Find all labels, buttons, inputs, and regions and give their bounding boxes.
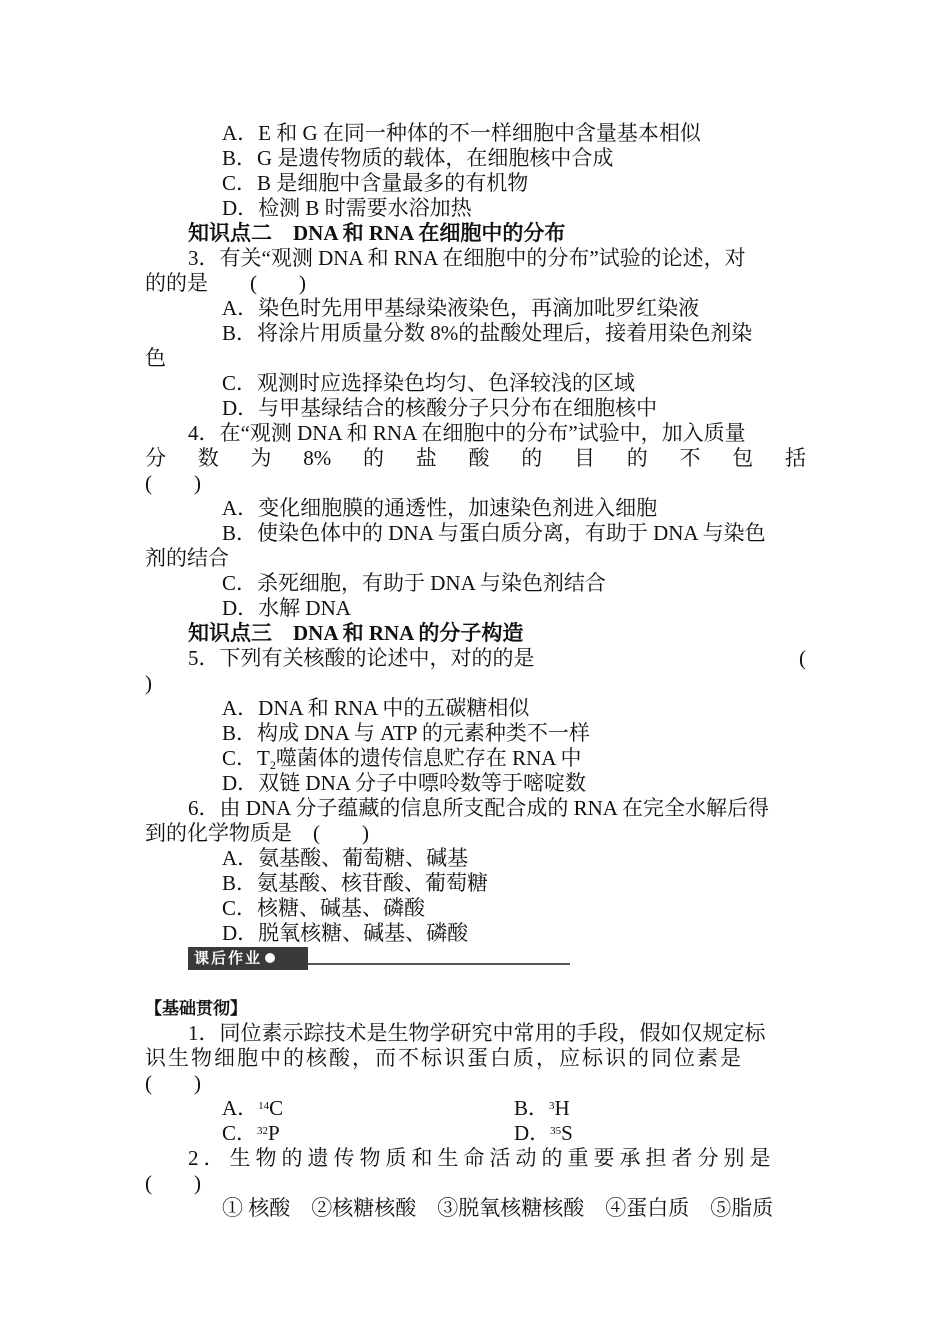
q4-word: 的 — [521, 446, 543, 470]
isotope-mass: 3 — [549, 1100, 555, 1112]
p1-stem-line2: 识生物细胞中的核酸，而不标识蛋白质，应标识的同位素是 — [145, 1046, 743, 1070]
q4-word: 包 — [732, 446, 754, 470]
q2-option-a: A．E 和 G 在同一种体的不一样细胞中含量基本相似 — [222, 121, 701, 145]
option-prefix: D． — [514, 1121, 551, 1145]
p2-options: ① 核酸 ②核糖核酸 ③脱氧核糖核酸 ④蛋白质 ⑤脂质 — [222, 1196, 774, 1220]
isotope-element: C — [269, 1096, 284, 1120]
isotope-element: S — [561, 1121, 573, 1145]
banner-rule — [308, 963, 570, 965]
p1-options-row2 — [145, 1121, 806, 1146]
q6-stem-line2: 到的化学物质是 ( ) — [145, 821, 369, 845]
q5-stem-line1 — [145, 646, 806, 671]
q6-stem-line1: 6．由 DNA 分子蕴藏的信息所支配合成的 RNA 在完全水解后得 — [188, 796, 770, 820]
q4-option-b-line1: B．使染色体中的 DNA 与蛋白质分离，有助于 DNA 与染色 — [222, 521, 766, 545]
option-prefix: A． — [222, 1096, 259, 1120]
q6-option-b: B．氨基酸、核苷酸、葡萄糖 — [222, 871, 489, 895]
q5-stem-text: 5．下列有关核酸的论述中，对的的是 — [188, 646, 535, 670]
q2-option-b: B．G 是遗传物质的载体，在细胞核中合成 — [222, 146, 614, 170]
q5-option-d: D．双链 DNA 分子中嘌呤数等于嘧啶数 — [222, 771, 587, 795]
q2-option-c: C．B 是细胞中含量最多的有机物 — [222, 171, 529, 195]
q6-option-c: C．核糖、碱基、磷酸 — [222, 896, 426, 920]
homework-banner-label: 课后作业 — [194, 949, 263, 967]
q5-option-c — [145, 746, 806, 771]
q3-option-c: C．观测时应选择染色均匀、色泽较浅的区域 — [222, 371, 636, 395]
q3-option-b-line1: B．将涂片用质量分数 8%的盐酸处理后，接着用染色剂染 — [222, 321, 753, 345]
q4-word: 8% — [303, 446, 332, 470]
q5-option-c-prefix: C．T — [222, 746, 270, 770]
isotope-mass: 35 — [550, 1125, 562, 1137]
q4-option-a: A．变化细胞膜的通透性，加速染色剂进入细胞 — [222, 496, 658, 520]
isotope-mass: 14 — [258, 1100, 270, 1112]
p2-stem-line1: 2．生物的遗传物质和生命活动的重要承担者分别是 — [188, 1146, 776, 1170]
q5-option-c-text: 噬菌体的遗传信息贮存在 RNA 中 — [275, 746, 582, 770]
q5-option-a: A．DNA 和 RNA 中的五碳糖相似 — [222, 696, 530, 720]
q4-option-d: D．水解 DNA — [222, 596, 351, 620]
p1-option-c — [222, 1121, 514, 1146]
q2-option-d: D．检测 B 时需要水浴加热 — [222, 196, 472, 220]
p1-option-d — [514, 1121, 806, 1146]
q5-option-b: B．构成 DNA 与 ATP 的元素种类不一样 — [222, 721, 590, 745]
q4-word: 的 — [626, 446, 648, 470]
q4-word: 盐 — [415, 446, 437, 470]
q4-word: 目 — [574, 446, 595, 470]
q4-word: 分 — [145, 446, 166, 470]
q5-stem-line2: ) — [145, 671, 152, 695]
p1-option-b — [514, 1096, 806, 1121]
q4-option-c: C．杀死细胞，有助于 DNA 与染色剂结合 — [222, 571, 606, 595]
q3-option-d: D．与甲基绿结合的核酸分子只分布在细胞核中 — [222, 396, 658, 420]
q4-stem-line1: 4．在“观测 DNA 和 RNA 在细胞中的分布”试验中，加入质量 — [188, 421, 746, 445]
isotope-element: P — [268, 1121, 280, 1145]
bullet-dot-icon — [265, 953, 275, 963]
q4-word: 酸 — [468, 446, 490, 470]
spacer — [145, 971, 806, 996]
section-heading-3: 知识点三 DNA 和 RNA 的分子构造 — [188, 621, 524, 645]
q5-open-paren: ( — [799, 646, 806, 670]
q4-word: 括 — [785, 446, 806, 470]
q4-stem-line2 — [145, 446, 806, 471]
option-prefix: B． — [514, 1096, 550, 1120]
q4-option-b-line2: 剂的结合 — [145, 546, 229, 570]
basic-section-label: 【基础贯彻】 — [145, 999, 247, 1018]
q6-option-a: A．氨基酸、葡萄糖、碱基 — [222, 846, 469, 870]
section-heading-2: 知识点二 DNA 和 RNA 在细胞中的分布 — [188, 221, 566, 245]
q4-word: 不 — [679, 446, 701, 470]
q6-option-d: D．脱氧核糖、碱基、磷酸 — [222, 921, 469, 945]
option-prefix: C． — [222, 1121, 258, 1145]
p1-options-row1 — [145, 1096, 806, 1121]
q5-option-c-subscript: 2 — [269, 758, 276, 772]
q3-stem-line1: 3．有关“观测 DNA 和 RNA 在细胞中的分布”试验的论述，对 — [188, 246, 746, 270]
q4-stem-line3: ( ) — [145, 471, 201, 495]
isotope-element: H — [554, 1096, 570, 1120]
q4-word: 数 — [197, 446, 219, 470]
p1-stem-line3: ( ) — [145, 1071, 201, 1095]
document-page — [145, 121, 806, 1221]
q4-word: 的 — [363, 446, 384, 470]
q3-stem-line2: 的的是 ( ) — [145, 271, 306, 295]
q4-word: 为 — [250, 446, 272, 470]
p2-stem-line2: ( ) — [145, 1171, 201, 1195]
homework-banner-tag — [188, 947, 308, 970]
q3-option-a: A．染色时先用甲基绿染液染色，再滴加吡罗红染液 — [222, 296, 700, 320]
p1-stem-line1: 1．同位素示踪技术是生物学研究中常用的手段，假如仅规定标 — [188, 1021, 766, 1045]
homework-banner — [145, 946, 806, 971]
q3-option-b-line2: 色 — [145, 346, 166, 370]
isotope-mass: 32 — [257, 1125, 269, 1137]
p1-option-a — [222, 1096, 514, 1121]
